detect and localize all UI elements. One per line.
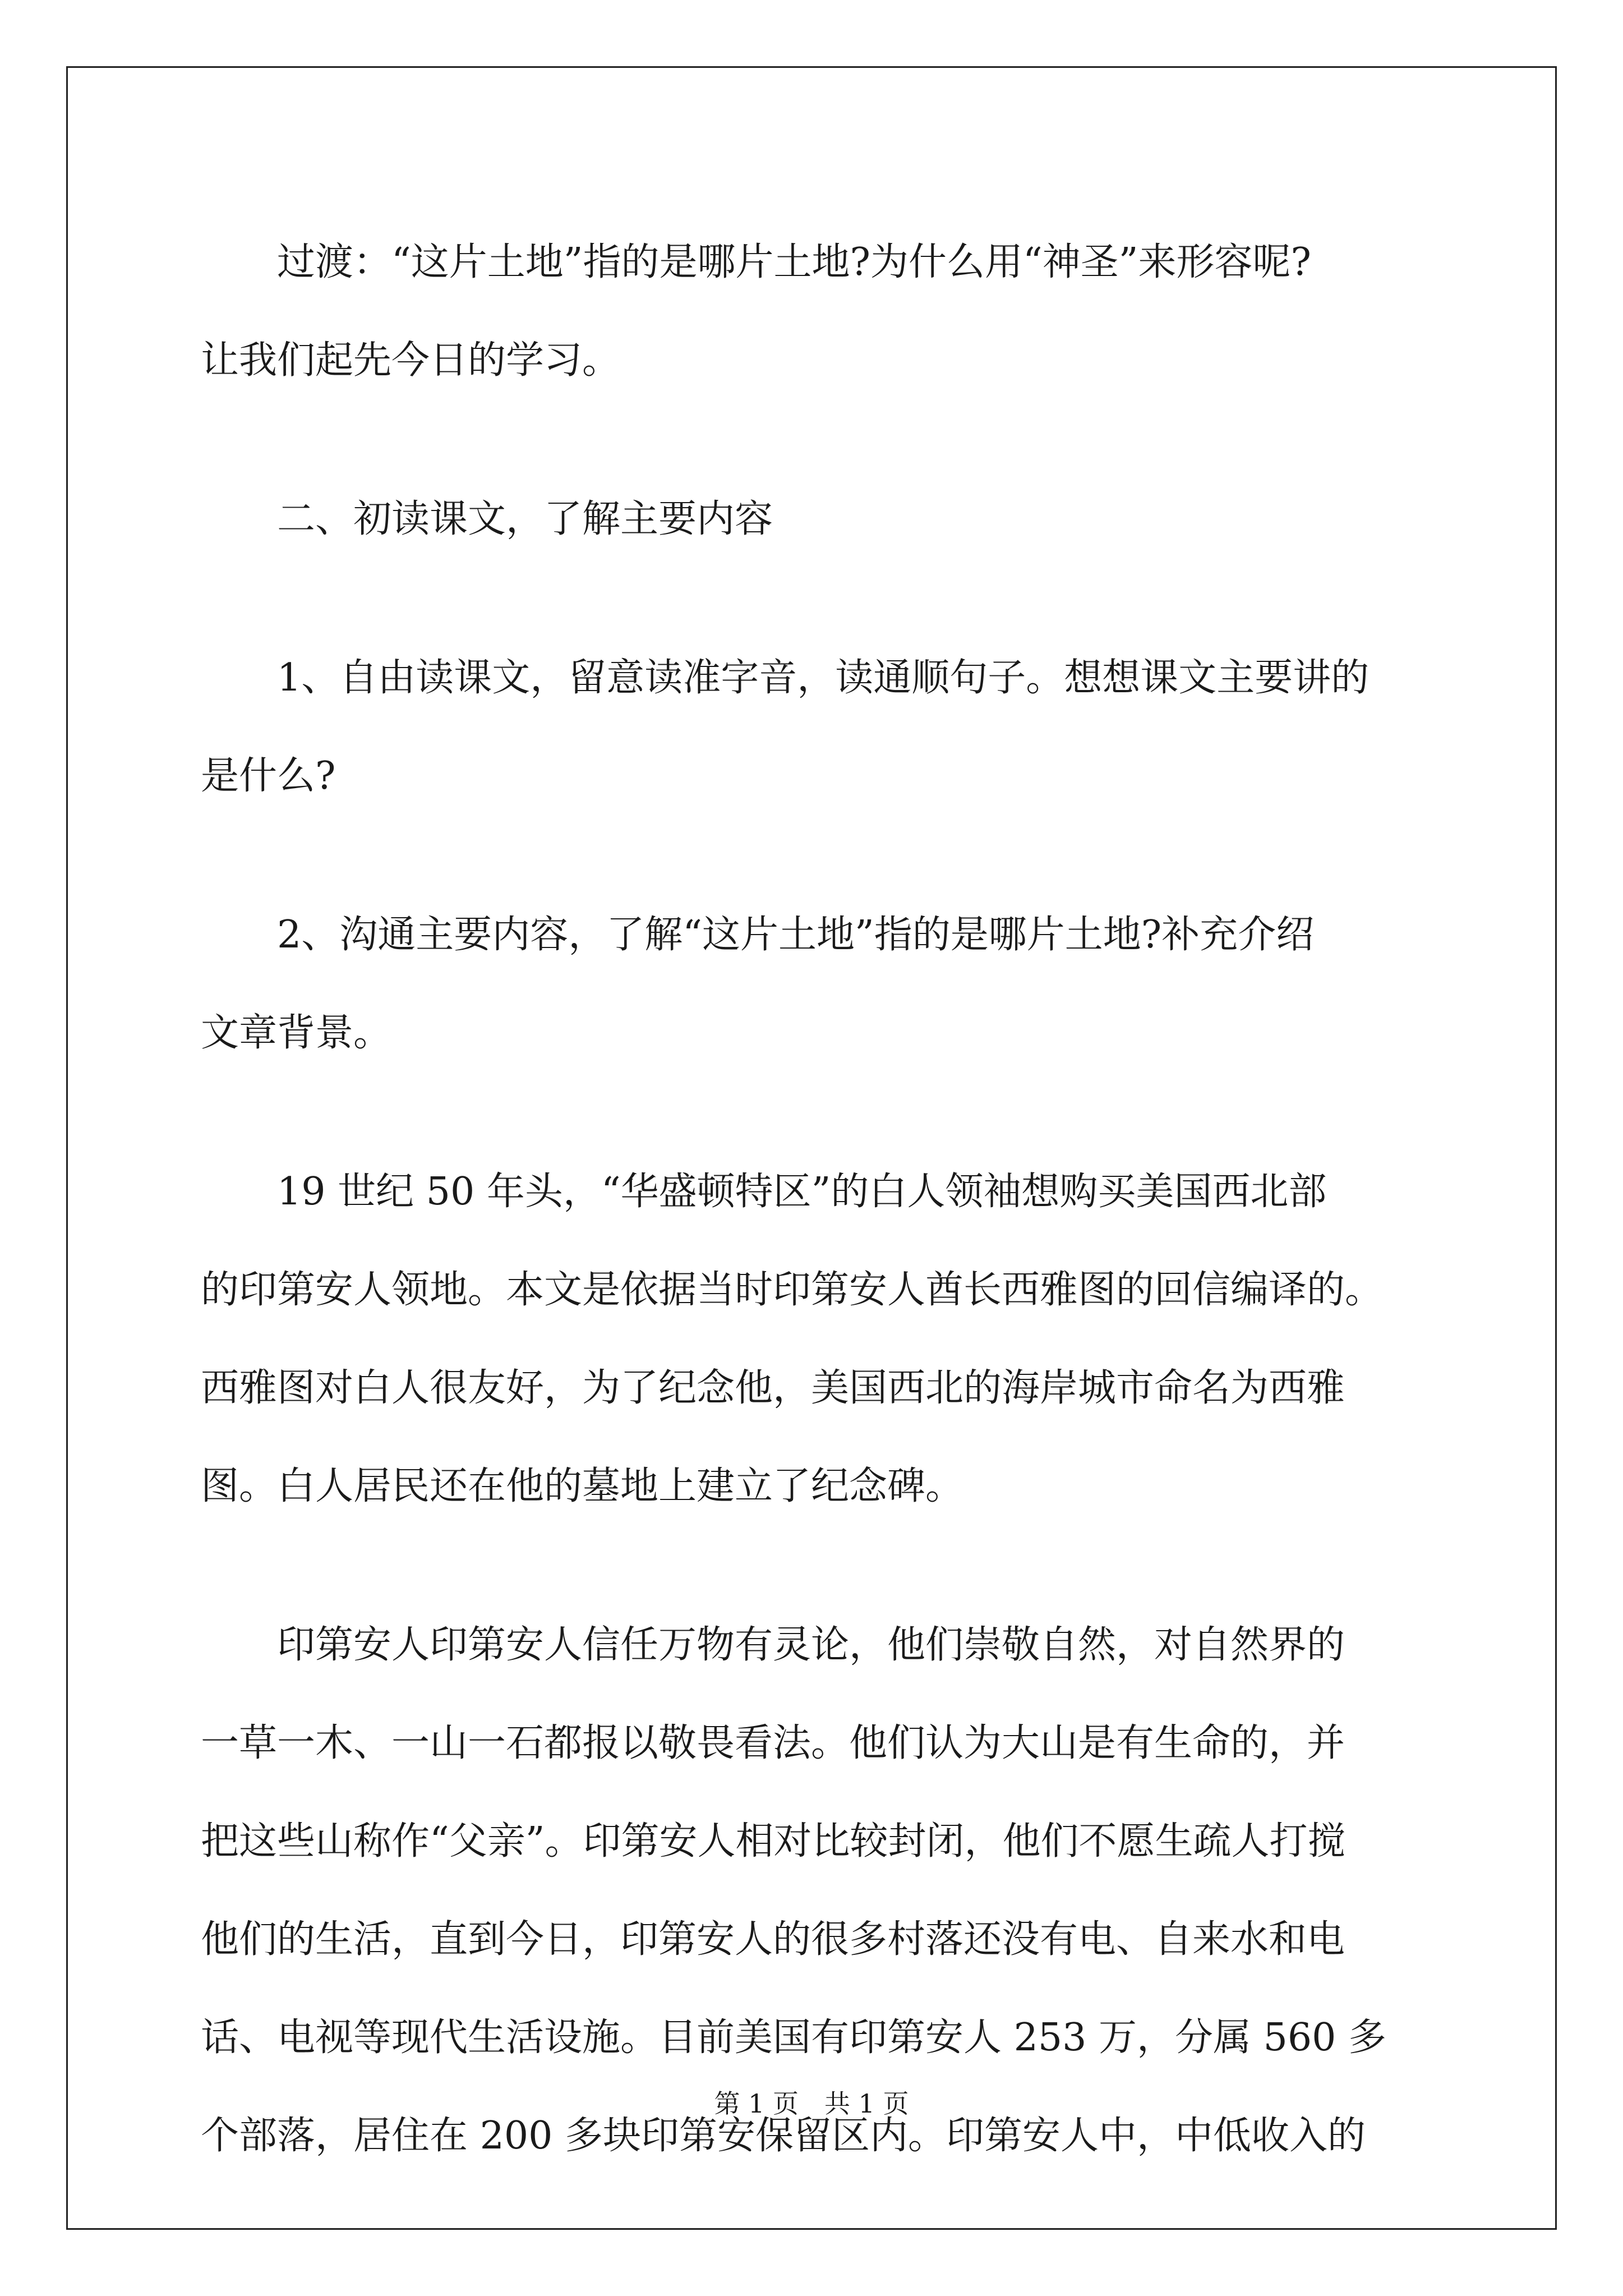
section-heading-initial-reading: 二、初读课文，了解主要内容 [277,497,773,541]
paragraph-step-1: 1、自由读课文，留意读准字音，读通顺句子。想想课文主要讲的 是什么? [201,656,1370,798]
paragraph-transition: 过渡：“这片土地”指的是哪片土地?为什么用“神圣”来形容呢? 让我们起先今日的学习。 [201,240,1311,383]
paragraph-indians: 印第安人印第安人信任万物有灵论，他们崇敬自然，对自然界的 一草一木、一山一石都报以敬畏看法。他们认为大山是有生命的，并 把这些山称作“父亲”。印第安人相对比较封闭，他们不愿生疏人打搅 他们的生活，直到今日，印第安人的很多村落还没有电、自来水和电 话、电视等现代生活设施。目前美国有印第安人 253 万，分属 560 多 个部落，居住在 200 多块印第安保留区内。印第安人中，中低收入的 [201,1623,1387,2158]
document-body [201,213,1429,2246]
paragraph-background: 19 世纪 50 年头，“华盛顿特区”的白人领袖想购买美国西北部 的印第安人领地。本文是依据当时印第安人酋长西雅图的回信编译的。 西雅图对白人很友好，为了纪念他，美国西北的海岸城市命名为西雅 图。白人居民还在他的墓地上建立了纪念碑。 [201,1170,1384,1508]
page-footer: 第 1 页 共 1 页 [714,2088,909,2119]
paragraph-step-2: 2、沟通主要内容，了解“这片土地”指的是哪片土地?补充介绍 文章背景。 [201,913,1315,1055]
